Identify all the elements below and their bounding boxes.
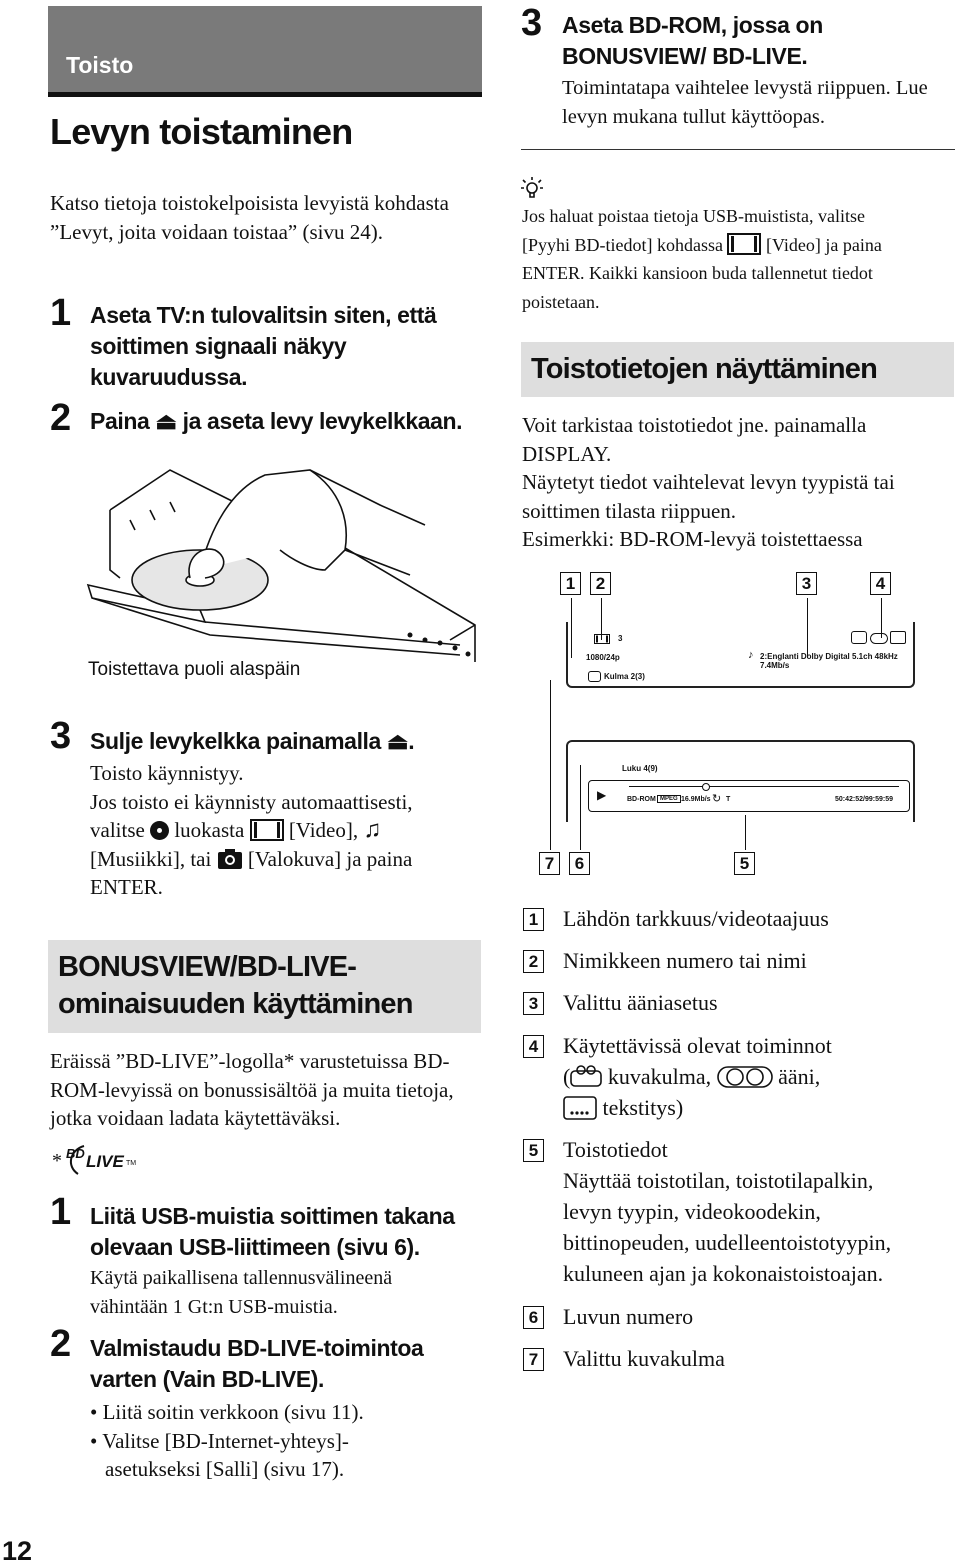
video-icon	[727, 233, 761, 255]
legend-key-1: 1	[523, 908, 544, 931]
subtitle-label: tekstitys)	[602, 1095, 684, 1120]
info-line: Esimerkki: BD-ROM-levyä toistettaessa	[522, 527, 863, 551]
legend-key-6: 6	[523, 1306, 544, 1329]
info-line: DISPLAY.	[522, 441, 612, 466]
legend-text-5: Toistotiedot	[563, 1137, 668, 1162]
audio-icon	[717, 1066, 773, 1088]
tip-divider	[521, 149, 955, 150]
bonus-step-1-body: Käytä paikallisena tallennusvälineenä vähintään 1 Gt:n USB-muistia.	[90, 1267, 393, 1318]
info-line: Voit tarkistaa toistotiedot jne. painamalla	[522, 413, 867, 437]
disc-category-icon	[150, 821, 169, 840]
legend-sub-5-line: bittinopeuden, uudelleentoistotyypin,	[563, 1230, 892, 1255]
right-step-3-title: Aseta BD-ROM, jossa on BONUSVIEW/ BD-LIVE.	[562, 12, 823, 69]
section-tab-label: Toisto	[66, 52, 134, 78]
bonus-step-1-number: 1	[50, 1191, 72, 1233]
category-text: luokasta	[174, 818, 245, 842]
bullet-2: • Valitse [BD-Internet-yhteys]-	[90, 1428, 349, 1453]
tip-text	[522, 202, 954, 316]
callout-7: 7	[539, 852, 560, 875]
bullet-2-continued	[90, 1455, 470, 1484]
legend-key-4: 4	[523, 1035, 544, 1058]
logo-swoosh	[64, 1144, 94, 1176]
play-icon: ▶	[597, 788, 607, 802]
legend-key-7: 7	[523, 1348, 544, 1371]
legend-sub-4	[563, 1061, 953, 1092]
bonusview-heading-line-1: BONUSVIEW/BD-LIVE-	[58, 951, 357, 983]
video-label: [Video],	[288, 818, 359, 842]
legend-sub-4b	[563, 1092, 953, 1123]
step-1-title: Aseta TV:n tulovalitsin siten, että soittimen signaali näkyy kuvaruudussa.	[90, 302, 437, 390]
paren-open: (	[563, 1064, 571, 1089]
tip-line-1: Jos haluat poistaa tietoja USB-muistista, valitse	[522, 206, 865, 226]
info-line: Näytetyt tiedot vaihtelevat levyn tyypistä tai	[522, 470, 895, 494]
display-diagram	[544, 570, 928, 880]
disc-loading-illustration	[80, 450, 480, 665]
tip-text-part: [Pyyhi BD-tiedot] kohdassa	[522, 234, 723, 255]
title-icon	[594, 634, 610, 644]
page-title: Levyn toistaminen	[50, 111, 353, 152]
tip-icon	[521, 176, 543, 200]
legend-text-7: Valittu kuvakulma	[563, 1346, 725, 1371]
screen-bottom-panel	[566, 740, 915, 822]
legend-text-4-block	[563, 1030, 953, 1123]
callout-3: 3	[796, 572, 817, 595]
music-label: [Musiikki], tai	[90, 846, 212, 871]
angle-feature-icon	[851, 631, 867, 644]
page-number: 12	[2, 1536, 33, 1566]
leader-line	[550, 680, 551, 850]
elapsed-time: 50:42:52/99:59:59	[835, 796, 893, 803]
angle-icon	[570, 1065, 602, 1087]
legend-text-6: Luvun numero	[563, 1304, 694, 1329]
intro-text: Katso tietoja toistokelpoisista levyistä kohdasta ”Levyt, joita voidaan toistaa” (sivu 24).	[50, 191, 449, 244]
step-2-number: 2	[50, 397, 72, 439]
tip-line-2	[522, 231, 954, 260]
bd-live-logo	[52, 1146, 162, 1178]
disc-caption: Toistettava puoli alaspäin	[88, 659, 301, 680]
step-3-line-4	[90, 845, 480, 874]
info-text	[522, 411, 956, 554]
legend-key-3: 3	[523, 992, 544, 1015]
step-3-line-3	[90, 816, 480, 845]
step-1-number: 1	[50, 292, 72, 334]
angle-label: kuvakulma,	[607, 1064, 712, 1089]
select-text: valitse	[90, 818, 145, 842]
callout-6: 6	[569, 852, 590, 875]
disc-type: BD-ROM	[627, 796, 656, 803]
step-2-title: Paina ⏏ ja aseta levy levykelkkaan.	[90, 408, 463, 434]
tip-line-3: ENTER. Kaikki kansioon buda tallennetut tiedot	[522, 263, 873, 283]
subtitle-icon	[563, 1096, 597, 1120]
angle-icon	[588, 671, 601, 682]
audio-label: ääni,	[778, 1064, 821, 1089]
step-3-line-2: Jos toisto ei käynnisty automaattisesti,	[90, 789, 413, 814]
progress-marker	[702, 783, 710, 791]
info-heading: Toistotietojen näyttäminen	[531, 353, 878, 385]
title-number: 3	[618, 634, 623, 643]
bullet-1-text: Liitä soitin verkkoon (sivu 11).	[102, 1400, 364, 1424]
legend-text-4: Käytettävissä olevat toiminnot	[563, 1033, 832, 1058]
bullet-1: • Liitä soitin verkkoon (sivu 11).	[90, 1400, 364, 1424]
bitrate: 16.9Mb/s	[681, 796, 711, 803]
section-tab-rule	[48, 92, 482, 97]
progress-track	[629, 786, 899, 787]
repeat-type: T	[726, 796, 731, 803]
angle-value: Kulma 2(3)	[604, 672, 645, 681]
step-3-title: Sulje levykelkka painamalla ⏏.	[90, 728, 415, 754]
repeat-icon: ↻	[712, 793, 722, 805]
section-tab	[48, 6, 482, 92]
step-3-number: 3	[50, 715, 72, 757]
playback-info-box	[588, 780, 910, 812]
legend-sub-5-line: kuluneen ajan ja kokonaistoistoajan.	[563, 1261, 884, 1286]
music-icon: ♫	[363, 817, 382, 843]
tip-line-4: poistetaan.	[522, 291, 600, 312]
legend-text-1: Lähdön tarkkuus/videotaajuus	[563, 906, 829, 931]
chapter-value: Luku 4(9)	[622, 764, 658, 773]
live-logo-text: LIVE	[86, 1152, 124, 1171]
subtitle-feature-icon	[890, 631, 906, 644]
bonus-step-2-number: 2	[50, 1323, 72, 1365]
audio-value: 2:Englanti Dolby Digital 5.1ch 48kHz 7.4Mb/s	[760, 652, 898, 670]
legend-text-5-block	[563, 1134, 953, 1289]
step-3-body	[90, 759, 480, 902]
logo-asterisk: *	[52, 1150, 62, 1172]
bonus-step-2-title: Valmistaudu BD-LIVE-toimintoa varten (Vain BD-LIVE).	[90, 1335, 424, 1392]
right-step-3-number: 3	[521, 2, 543, 44]
bonusview-intro: Eräissä ”BD-LIVE”-logolla* varustetuissa BD-ROM-levyissä on bonussisältöä ja muita tietoja, jotka voidaan ladata käytettäväksi.	[50, 1049, 454, 1130]
photo-icon	[217, 848, 243, 870]
right-step-3-body: Toimintatapa vaihtelee levystä riippuen. Lue levyn mukana tullut käyttöopas.	[562, 77, 928, 128]
info-line: soittimen tilasta riippuen.	[522, 498, 737, 523]
music-note-icon: ♪	[748, 649, 754, 661]
audio-feature-icon	[870, 633, 888, 644]
info-heading-bar	[521, 342, 954, 397]
legend-sub-5-line: levyn tyypin, videokoodekin,	[563, 1199, 821, 1224]
legend-text-3: Valittu ääniasetus	[563, 990, 718, 1015]
callout-2: 2	[590, 572, 611, 595]
bonusview-heading-bar	[48, 940, 481, 1033]
legend-text-2: Nimikkeen numero tai nimi	[563, 948, 807, 973]
callout-5: 5	[734, 852, 755, 875]
tip-text-part: [Video] ja paina	[765, 234, 882, 255]
legend-sub-5-line: Näyttää toistotilan, toistotilapalkin,	[563, 1168, 874, 1193]
bullet-2-text: Valitse [BD-Internet-yhteys]-	[102, 1428, 349, 1453]
step-3-line-1: Toisto käynnistyy.	[90, 761, 244, 785]
tm-logo-text: TM	[126, 1160, 137, 1167]
callout-4: 4	[870, 572, 891, 595]
bonus-step-1-title: Liitä USB-muistia soittimen takana olevaan USB-liittimeen (sivu 6).	[90, 1203, 455, 1260]
resolution: 1080/24p	[586, 653, 620, 662]
video-icon	[250, 819, 284, 841]
step-3-line-5: ENTER.	[90, 875, 163, 899]
bd-logo-text: BD	[66, 1146, 85, 1161]
bonus-step-2-bullets	[90, 1398, 470, 1484]
codec: MPEG	[657, 795, 681, 803]
screen-top-panel	[566, 622, 915, 688]
legend-key-5: 5	[523, 1139, 544, 1162]
photo-label: [Valokuva] ja paina	[247, 846, 413, 871]
bullet-2-text-continued: asetukseksi [Salli] (sivu 17).	[105, 1457, 345, 1481]
bonusview-heading-line-2: ominaisuuden käyttäminen	[58, 988, 413, 1020]
legend-key-2: 2	[523, 950, 544, 973]
callout-1: 1	[560, 572, 581, 595]
